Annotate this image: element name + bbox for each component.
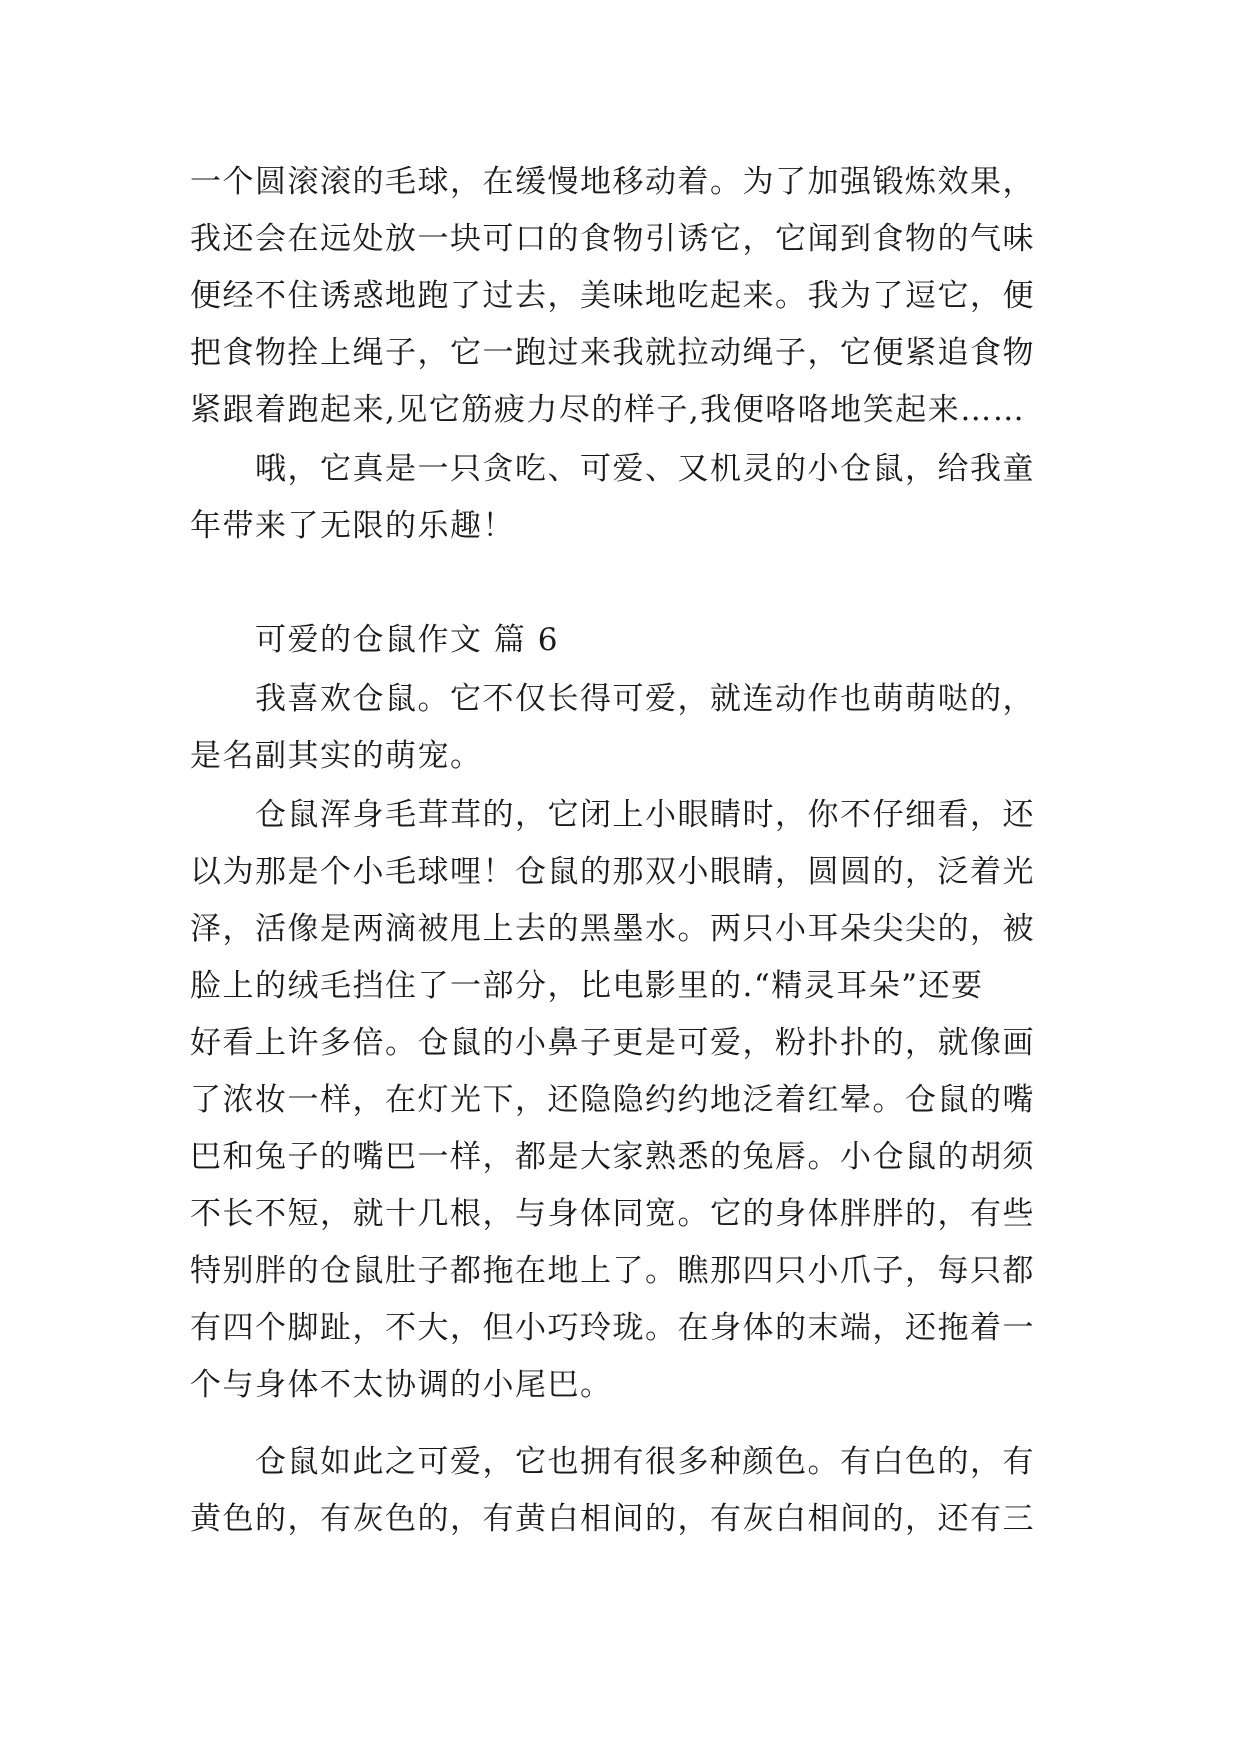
paragraph-line: 了浓妆一样，在灯光下，还隐隐约约地泛着红晕。仓鼠的嘴 <box>190 1082 1035 1118</box>
paragraph-line: 哦，它真是一只贪吃、可爱、又机灵的小仓鼠，给我童 <box>255 451 1035 487</box>
section-heading: 可爱的仓鼠作文 篇 6 <box>255 622 559 658</box>
paragraph-line: 以为那是个小毛球哩！仓鼠的那双小眼睛，圆圆的，泛着光 <box>190 854 1035 890</box>
paragraph-line: 年带来了无限的乐趣！ <box>190 508 515 544</box>
paragraph-line: 个与身体不太协调的小尾巴。 <box>190 1367 613 1403</box>
paragraph-line: 好看上许多倍。仓鼠的小鼻子更是可爱，粉扑扑的，就像画 <box>190 1025 1035 1061</box>
paragraph-line: 把食物拴上绳子，它一跑过来我就拉动绳子，它便紧追食物 <box>190 335 1035 371</box>
paragraph-line: 巴和兔子的嘴巴一样，都是大家熟悉的兔唇。小仓鼠的胡须 <box>190 1139 1035 1175</box>
paragraph-line: 仓鼠浑身毛茸茸的，它闭上小眼睛时，你不仔细看，还 <box>255 797 1035 833</box>
paragraph-line: 我喜欢仓鼠。它不仅长得可爱，就连动作也萌萌哒的， <box>255 681 1035 717</box>
paragraph-line: 不长不短，就十几根，与身体同宽。它的身体胖胖的，有些 <box>190 1196 1035 1232</box>
paragraph-line: 黄色的，有灰色的，有黄白相间的，有灰白相间的，还有三 <box>190 1501 1035 1537</box>
paragraph-line: 是名副其实的萌宠。 <box>190 738 483 774</box>
paragraph-line: 脸上的绒毛挡住了一部分，比电影里的.“精灵耳朵”还要 <box>190 968 984 1004</box>
paragraph-line: 泽，活像是两滴被甩上去的黑墨水。两只小耳朵尖尖的，被 <box>190 911 1035 947</box>
paragraph-line: 一个圆滚滚的毛球，在缓慢地移动着。为了加强锻炼效果， <box>190 164 1035 200</box>
paragraph-line: 仓鼠如此之可爱，它也拥有很多种颜色。有白色的，有 <box>255 1444 1035 1480</box>
paragraph-line: 特别胖的仓鼠肚子都拖在地上了。瞧那四只小爪子，每只都 <box>190 1253 1035 1289</box>
paragraph-line: 我还会在远处放一块可口的食物引诱它，它闻到食物的气味 <box>190 221 1035 257</box>
paragraph-line: 便经不住诱惑地跑了过去，美味地吃起来。我为了逗它，便 <box>190 278 1035 314</box>
paragraph-line: 紧跟着跑起来,见它筋疲力尽的样子,我便咯咯地笑起来…… <box>190 392 1026 428</box>
paragraph-line: 有四个脚趾，不大，但小巧玲珑。在身体的末端，还拖着一 <box>190 1310 1035 1346</box>
